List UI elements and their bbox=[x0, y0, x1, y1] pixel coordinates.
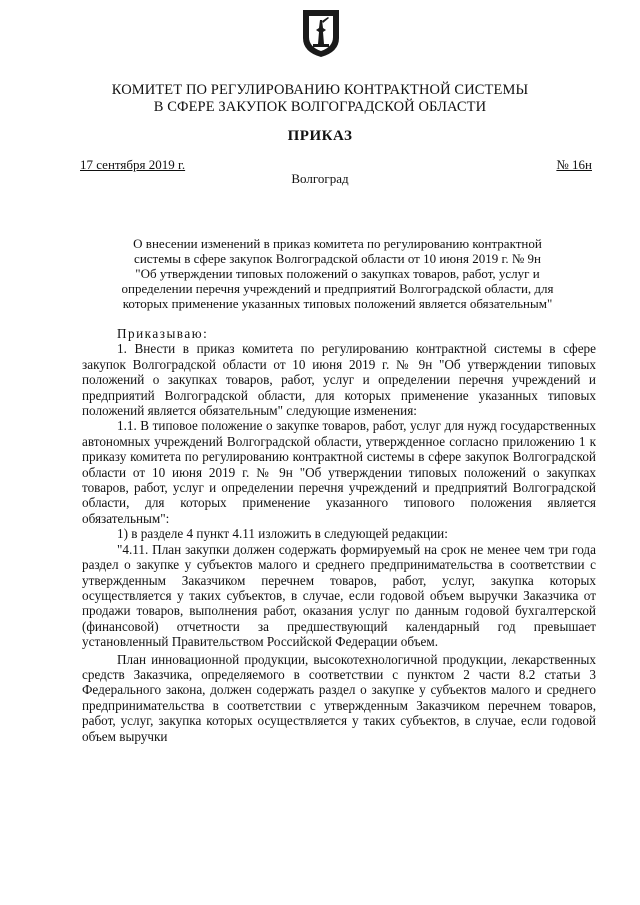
subject-line-1: О внесении изменений в приказ комитета по регулированию контрактной bbox=[133, 236, 542, 251]
paragraph-1: 1. Внести в приказ комитета по регулированию контрактной системы в сфере закупок Волгоградской области от 10 июня 2019 г. № 9н "Об утверждении типовых положений о закупках товаров, работ, услуг и определении перечня учреждений и предприятий Волгоградской области, для которых применение указанных типовых положений является обязательным" следующие изменения: bbox=[82, 341, 596, 419]
order-word: Приказываю: bbox=[117, 326, 209, 341]
subject-line-3: "Об утверждении типовых положений о закупках товаров, работ, услуг и bbox=[135, 266, 540, 281]
document-number: № 16н bbox=[556, 157, 592, 172]
document-body bbox=[82, 326, 596, 744]
paragraph-4-11: "4.11. План закупки должен содержать формируемый на срок не менее чем три года раздел о закупке у субъектов малого и среднего предпринимательства в соответствии с утвержденным Заказчиком перечнем товаров, работ, услуг, закупка которых осуществляется у таких субъектов, в случае, если годовой объем выручки Заказчика от продажи товаров, выполнения работ, оказания услуг по данным годовой бухгалтерской (финансовой) отчетности за предшествующий календарный год превышает установленный Правительством Российской Федерации объем. bbox=[82, 541, 596, 650]
paragraph-plan: План инновационной продукции, высокотехнологичной продукции, лекарственных средств Заказчика, определяемого в соответствии с пунктом 2 части 8.2 статьи 3 Федерального закона, должен содержать раздел о закупке у субъектов малого и среднего предпринимательства в соответствии с утвержденным Заказчиком перечнем товаров, работ, услуг, закупка которых осуществляется у таких субъектов, в случае, если годовой объем выручки bbox=[82, 651, 596, 744]
paragraph-1-1: 1.1. В типовое положение о закупке товаров, работ, услуг для нужд государственных автономных учреждений Волгоградской области, утвержденное согласно приложению 1 к приказу комитета по регулированию контрактной системы в сфере закупок Волгоградской области от 10 июня 2019 г. № 9н "Об утверждении типовых положений о закупках товаров, работ, услуг и определении перечня учреждений и предприятий Волгоградской области, для которых применение указанного типового положения является обязательным": bbox=[82, 418, 596, 526]
org-line-2: В СФЕРЕ ЗАКУПОК ВОЛГОГРАДСКОЙ ОБЛАСТИ bbox=[153, 99, 487, 115]
org-line-1: КОМИТЕТ ПО РЕГУЛИРОВАНИЮ КОНТРАКТНОЙ СИСТЕМЫ bbox=[111, 82, 529, 98]
document-subject bbox=[80, 236, 595, 311]
paragraph-subitem-1: 1) в разделе 4 пункт 4.11 изложить в следующей редакции: bbox=[117, 526, 448, 542]
volgograd-emblem-icon bbox=[301, 8, 341, 58]
document-type-title: ПРИКАЗ bbox=[287, 128, 353, 144]
subject-line-4: определении перечня учреждений и предприятий Волгоградской области, для bbox=[121, 281, 554, 296]
document-city: Волгоград bbox=[291, 171, 349, 186]
document-date: 17 сентября 2019 г. bbox=[80, 157, 186, 172]
organization-name bbox=[0, 82, 640, 116]
subject-line-5: которых применение указанных типовых положений является обязательным" bbox=[122, 296, 553, 311]
subject-line-2: системы в сфере закупок Волгоградской области от 10 июня 2019 г. № 9н bbox=[134, 251, 541, 266]
